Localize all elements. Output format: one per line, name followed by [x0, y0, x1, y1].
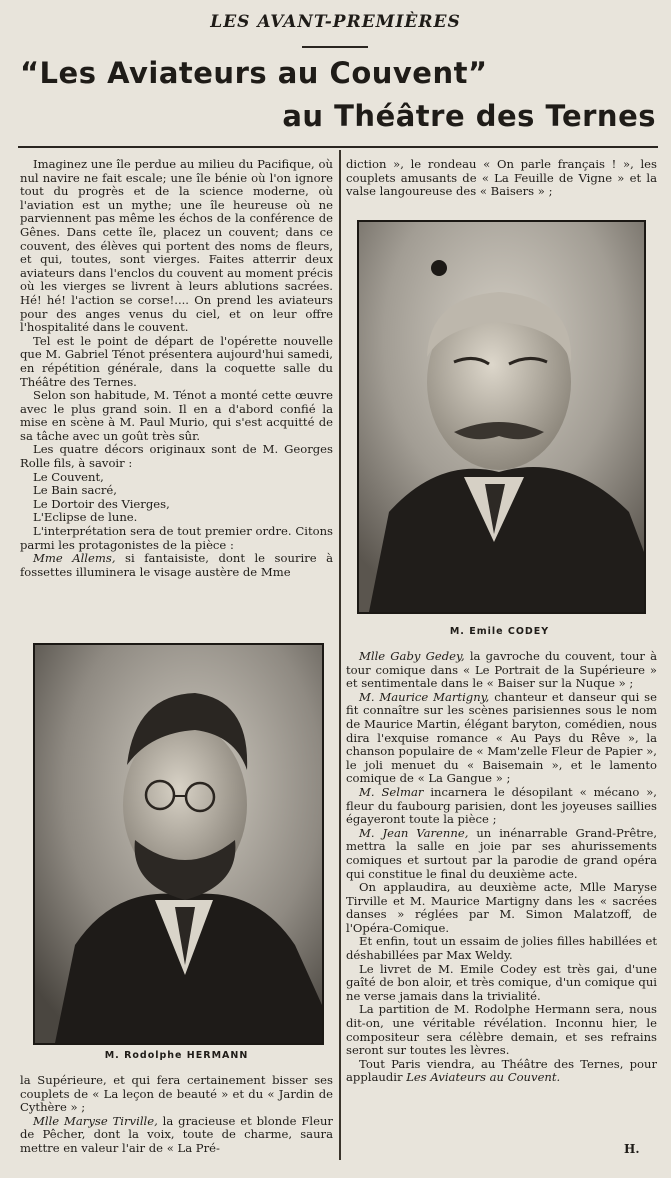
article-paragraph: [346, 786, 657, 827]
article-paragraph: Selon son habitude, M. Ténot a monté cette œuvre avec le plus grand soin. Il en a d'abord confié la mise en scène à M. Paul Murio, qui s'est acquitté de sa tâche avec un goût très sûr.: [20, 388, 333, 443]
article-paragraph: Et enfin, tout un essaim de jolies filles habillées et déshabillées par Max Weldy.: [346, 934, 657, 963]
performer-description: si fantaisiste, dont le sourire à fossettes illuminera le visage austère de Mme: [20, 551, 333, 579]
performer-description: chanteur et danseur qui se fit connaître sur les scènes parisiennes sous le nom de Maurice Martin, élégant baryton, comédien, nous dira l'exquise romance « Au Pays du Rêve », la chanson populaire de « Mam'zelle Fleur de Papier », le joli menuet du « Baisemain », et le lamento comique de « La Gangue » ;: [346, 689, 657, 786]
headline-rule: [18, 146, 658, 148]
article-paragraph: On applaudira, au deuxième acte, Mlle Maryse Tirville et M. Maurice Martigny dans les « sacrées danses » réglées par M. Simon Malatzoff, de l'Opéra-Comique.: [346, 880, 657, 935]
performer-description: la gavroche du couvent, tour à tour comique dans « Le Portrait de la Supérieure » et sentimentale dans le « Baiser sur la Nuque » ;: [346, 650, 657, 691]
article-paragraph: Les quatre décors originaux sont de M. Georges Rolle fils, à savoir :: [20, 442, 333, 471]
article-paragraph: [20, 552, 333, 579]
article-paragraph: la Supérieure, et qui fera certainement bisser ses couplets de « La leçon de beauté » et du « Jardin de Cythère » ;: [20, 1074, 333, 1115]
codey-portrait-image: [359, 222, 644, 612]
article-paragraph: La partition de M. Rodolphe Hermann sera, nous dit-on, une véritable révélation. Inconnu hier, le compositeur sera célèbre demain, et ses refrains seront sur toutes les lèvres.: [346, 1002, 657, 1058]
codey-portrait: [357, 220, 646, 614]
performer-name: M. Jean Varenne,: [359, 825, 469, 840]
performer-description: un inénarrable Grand-Prêtre, mettra la salle en joie par ses ahurissements comiques et surtout par la parodie de grand opéra qui constitue le final du deuxième acte.: [346, 825, 657, 881]
left-bottom-text: [20, 1074, 333, 1166]
section-rubric: LES AVANT-PREMIÈRES: [210, 12, 461, 32]
performer-name: M. Maurice Martigny,: [359, 689, 490, 704]
article-paragraph: Imaginez une île perdue au milieu du Pacifique, où nul navire ne fait escale; une île bénie où l'on ignore tout du progrès et de la science moderne, où l'aviation est un mythe; une île heureuse où ne parviennent pas même les échos de la conférence de Gênes. Dans cette île, placez un couvent; dans ce couvent, des élèves qui portent des noms de fleurs, et qui, toutes, sont vierges. Faites atterrir deux aviateurs dans l'enclos du couvent au moment précis où les vierges se livrent à leurs ablutions sacrées. Hé! hé! l'action se corse!.... On prend les aviateurs pour des anges venus du ciel, et on leur offre l'hospitalité dans le couvent.: [20, 158, 333, 335]
codey-caption: M. Emile CODEY: [449, 626, 550, 637]
headline-line-2: au Théâtre des Ternes: [282, 99, 656, 133]
article-paragraph: [346, 827, 657, 881]
article-paragraph: [346, 1058, 657, 1085]
performer-name: M. Selmar: [359, 784, 424, 799]
decor-item: Le Dortoir des Vierges,: [33, 496, 170, 511]
decor-item: Le Bain sacré,: [33, 483, 117, 498]
performer-name: Mlle Maryse Tirville,: [33, 1113, 158, 1128]
decor-item: Le Couvent,: [33, 469, 104, 484]
article-paragraph: [346, 650, 657, 691]
closing-text: Tout Paris viendra, au Théâtre des Ternes, pour applaudir: [346, 1056, 657, 1085]
hermann-portrait: [33, 643, 324, 1045]
article-paragraph: Tel est le point de départ de l'opérette nouvelle que M. Gabriel Ténot présentera aujourd'hui samedi, en répétition générale, dans la coquette salle du Théâtre des Ternes.: [20, 333, 333, 389]
right-top-text: [346, 158, 657, 214]
performer-name: Mlle Gaby Gedey,: [359, 650, 465, 663]
hermann-caption: M. Rodolphe HERMANN: [104, 1050, 249, 1061]
hermann-portrait-image: [35, 645, 322, 1043]
right-bottom-text: [346, 650, 657, 1140]
article-paragraph: Le livret de M. Emile Codey est très gai, d'une gaîté de bon aloir, et très comique, d'un comique qui ne verse jamais dans la trivialité.: [346, 961, 657, 1003]
play-title: Les Aviateurs au Couvent.: [406, 1070, 561, 1085]
author-signature: H.: [624, 1142, 640, 1156]
rubric-rule: [302, 46, 368, 48]
left-column-text: [20, 158, 333, 638]
performer-description: incarnera le désopilant « mécano », fleur du faubourg parisien, dont les joyeuses saillies égayeront toute la pièce ;: [346, 784, 657, 827]
article-paragraph: diction », le rondeau « On parle français ! », les couplets amusants de « La Feuille de Vigne » et la valse langoureuse des « Baisers » ;: [346, 158, 657, 199]
performer-name: Mme Allems,: [33, 551, 116, 566]
article-paragraph: [20, 1115, 333, 1156]
performer-description: la gracieuse et blonde Fleur de Pêcher, dont la voix, toute de charme, saura mettre en valeur l'air de « La Pré-: [20, 1113, 333, 1155]
article-paragraph: [346, 691, 657, 786]
column-divider: [339, 150, 341, 1160]
decor-item: L'Eclipse de lune.: [33, 510, 138, 525]
article-paragraph: L'interprétation sera de tout premier ordre. Citons parmi les protagonistes de la pièce :: [20, 524, 333, 552]
headline-line-1: “Les Aviateurs au Couvent”: [20, 56, 488, 90]
